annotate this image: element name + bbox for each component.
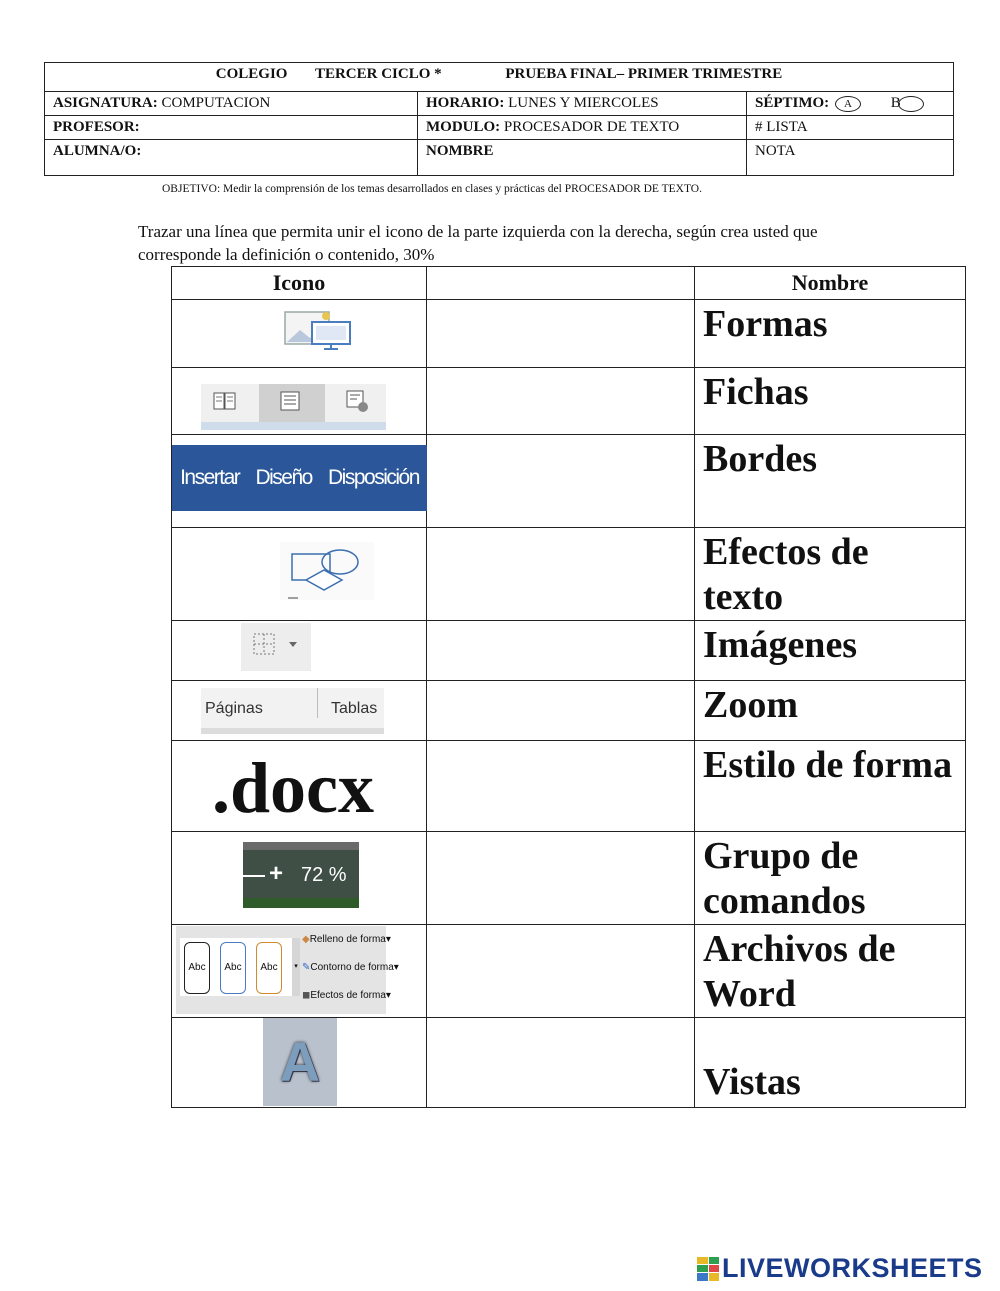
lista-label: # LISTA [755, 119, 808, 135]
section-b-label: B [890, 95, 901, 111]
col-nombre-header: Nombre [695, 267, 966, 300]
docx-extension: .docx [212, 748, 374, 828]
header-table [44, 62, 954, 176]
icon-cell-10 [172, 1018, 427, 1108]
icon-cell-4 [172, 528, 427, 621]
effects-icon: ◼ [302, 990, 311, 1001]
name-estilo-forma: Estilo de forma [695, 741, 966, 832]
answer-cell-3[interactable] [427, 435, 695, 528]
logo-text: LIVEWORKSHEETS [722, 1253, 983, 1283]
tab-diseno[interactable]: Diseño [255, 466, 312, 489]
answer-cell-2[interactable] [427, 368, 695, 435]
print-layout-icon[interactable] [279, 391, 303, 413]
answer-cell-4[interactable] [427, 528, 695, 621]
icon-cell-7 [172, 741, 427, 832]
liveworksheets-logo [697, 1253, 983, 1284]
title-ciclo: TERCER CICLO * [314, 66, 442, 82]
ribbon-tabs [172, 445, 427, 511]
col-middle-header [427, 267, 695, 300]
outline-icon: ✎ [302, 962, 311, 973]
answer-cell-5[interactable] [427, 621, 695, 681]
name-efectos-texto: Efectos de texto [695, 528, 966, 621]
tab-insertar[interactable]: Insertar [180, 466, 240, 489]
tab-disposicion[interactable]: Disposición [328, 466, 419, 489]
name-vistas: Vistas [695, 1018, 966, 1108]
zoom-control [243, 842, 359, 908]
borders-icon [253, 633, 277, 657]
fill-icon: ◆ [302, 934, 310, 945]
icon-cell-5 [172, 621, 427, 681]
section-b-option[interactable] [898, 96, 924, 112]
shapes-icon[interactable] [280, 542, 374, 600]
answer-cell-1[interactable] [427, 300, 695, 368]
effects-option[interactable]: ◼Efectos de forma▾ [302, 990, 391, 1001]
answer-cell-10[interactable] [427, 1018, 695, 1108]
nota-label: NOTA [755, 143, 796, 159]
answer-cell-8[interactable] [427, 832, 695, 925]
style-sample-3[interactable]: Abc [256, 942, 282, 994]
name-formas: Formas [695, 300, 966, 368]
borders-button[interactable] [241, 623, 311, 671]
answer-cell-9[interactable] [427, 925, 695, 1018]
icon-cell-2 [172, 368, 427, 435]
icon-cell-8 [172, 832, 427, 925]
fill-option[interactable]: ◆Relleno de forma▾ [302, 934, 391, 945]
title-colegio: COLEGIO [215, 66, 288, 82]
asignatura-label: ASIGNATURA: [53, 95, 158, 111]
profesor-label: PROFESOR: [53, 119, 140, 135]
answer-cell-7[interactable] [427, 741, 695, 832]
icon-cell-6 [172, 681, 427, 741]
style-sample-1[interactable]: Abc [184, 942, 210, 994]
title-cell [45, 63, 954, 92]
command-groups [201, 688, 384, 734]
zoom-in-button[interactable]: + [269, 860, 284, 887]
nombre-label: NOMBRE [426, 143, 494, 159]
icon-cell-9 [172, 925, 427, 1018]
group-tablas: Tablas [331, 700, 378, 717]
zoom-level[interactable]: 72 % [301, 864, 347, 886]
icon-cell-1 [172, 300, 427, 368]
views-toolbar [201, 384, 386, 430]
text-effects-icon[interactable]: A [263, 1018, 337, 1106]
grado-label: SÉPTIMO: [755, 95, 830, 111]
read-mode-icon[interactable] [213, 391, 237, 413]
style-sample-2[interactable]: Abc [220, 942, 246, 994]
name-zoom: Zoom [695, 681, 966, 741]
name-fichas: Fichas [695, 368, 966, 435]
logo-mark-icon [697, 1257, 719, 1281]
section-a-option[interactable]: A [835, 96, 861, 112]
asignatura-value: COMPUTACION [161, 95, 271, 111]
matching-table [171, 266, 966, 1108]
name-imagenes: Imágenes [695, 621, 966, 681]
gallery-scroll[interactable]: ▾ [292, 938, 300, 996]
answer-cell-6[interactable] [427, 681, 695, 741]
icon-cell-3 [172, 435, 427, 528]
group-paginas: Páginas [205, 700, 263, 717]
objective-text: OBJETIVO: Medir la comprensión de los temas desarrollados en clases y prácticas del PROCESADOR DE TEXTO. [162, 183, 702, 195]
horario-value: LUNES Y MIERCOLES [508, 95, 659, 111]
shape-styles-gallery [176, 926, 399, 1014]
horario-label: HORARIO: [426, 95, 505, 111]
instructions-text: Trazar una línea que permita unir el icono de la parte izquierda con la derecha, según crea usted que corresponde la definición o contenido, 30% [138, 222, 818, 264]
outline-option[interactable]: ✎Contorno de forma▾ [302, 962, 399, 973]
col-icono-header: Icono [172, 267, 427, 300]
modulo-label: MODULO: [426, 119, 501, 135]
modulo-value: PROCESADOR DE TEXTO [503, 119, 680, 135]
name-bordes: Bordes [695, 435, 966, 528]
alumno-label: ALUMNA/O: [53, 143, 142, 159]
web-layout-icon[interactable] [345, 390, 371, 414]
name-archivos-word: Archivos de Word [695, 925, 966, 1018]
title-prueba: PRUEBA FINAL– PRIMER TRIMESTRE [505, 66, 783, 82]
name-grupo-comandos: Grupo de comandos [695, 832, 966, 925]
images-icon[interactable] [282, 308, 358, 350]
dropdown-arrow-icon [289, 641, 299, 649]
